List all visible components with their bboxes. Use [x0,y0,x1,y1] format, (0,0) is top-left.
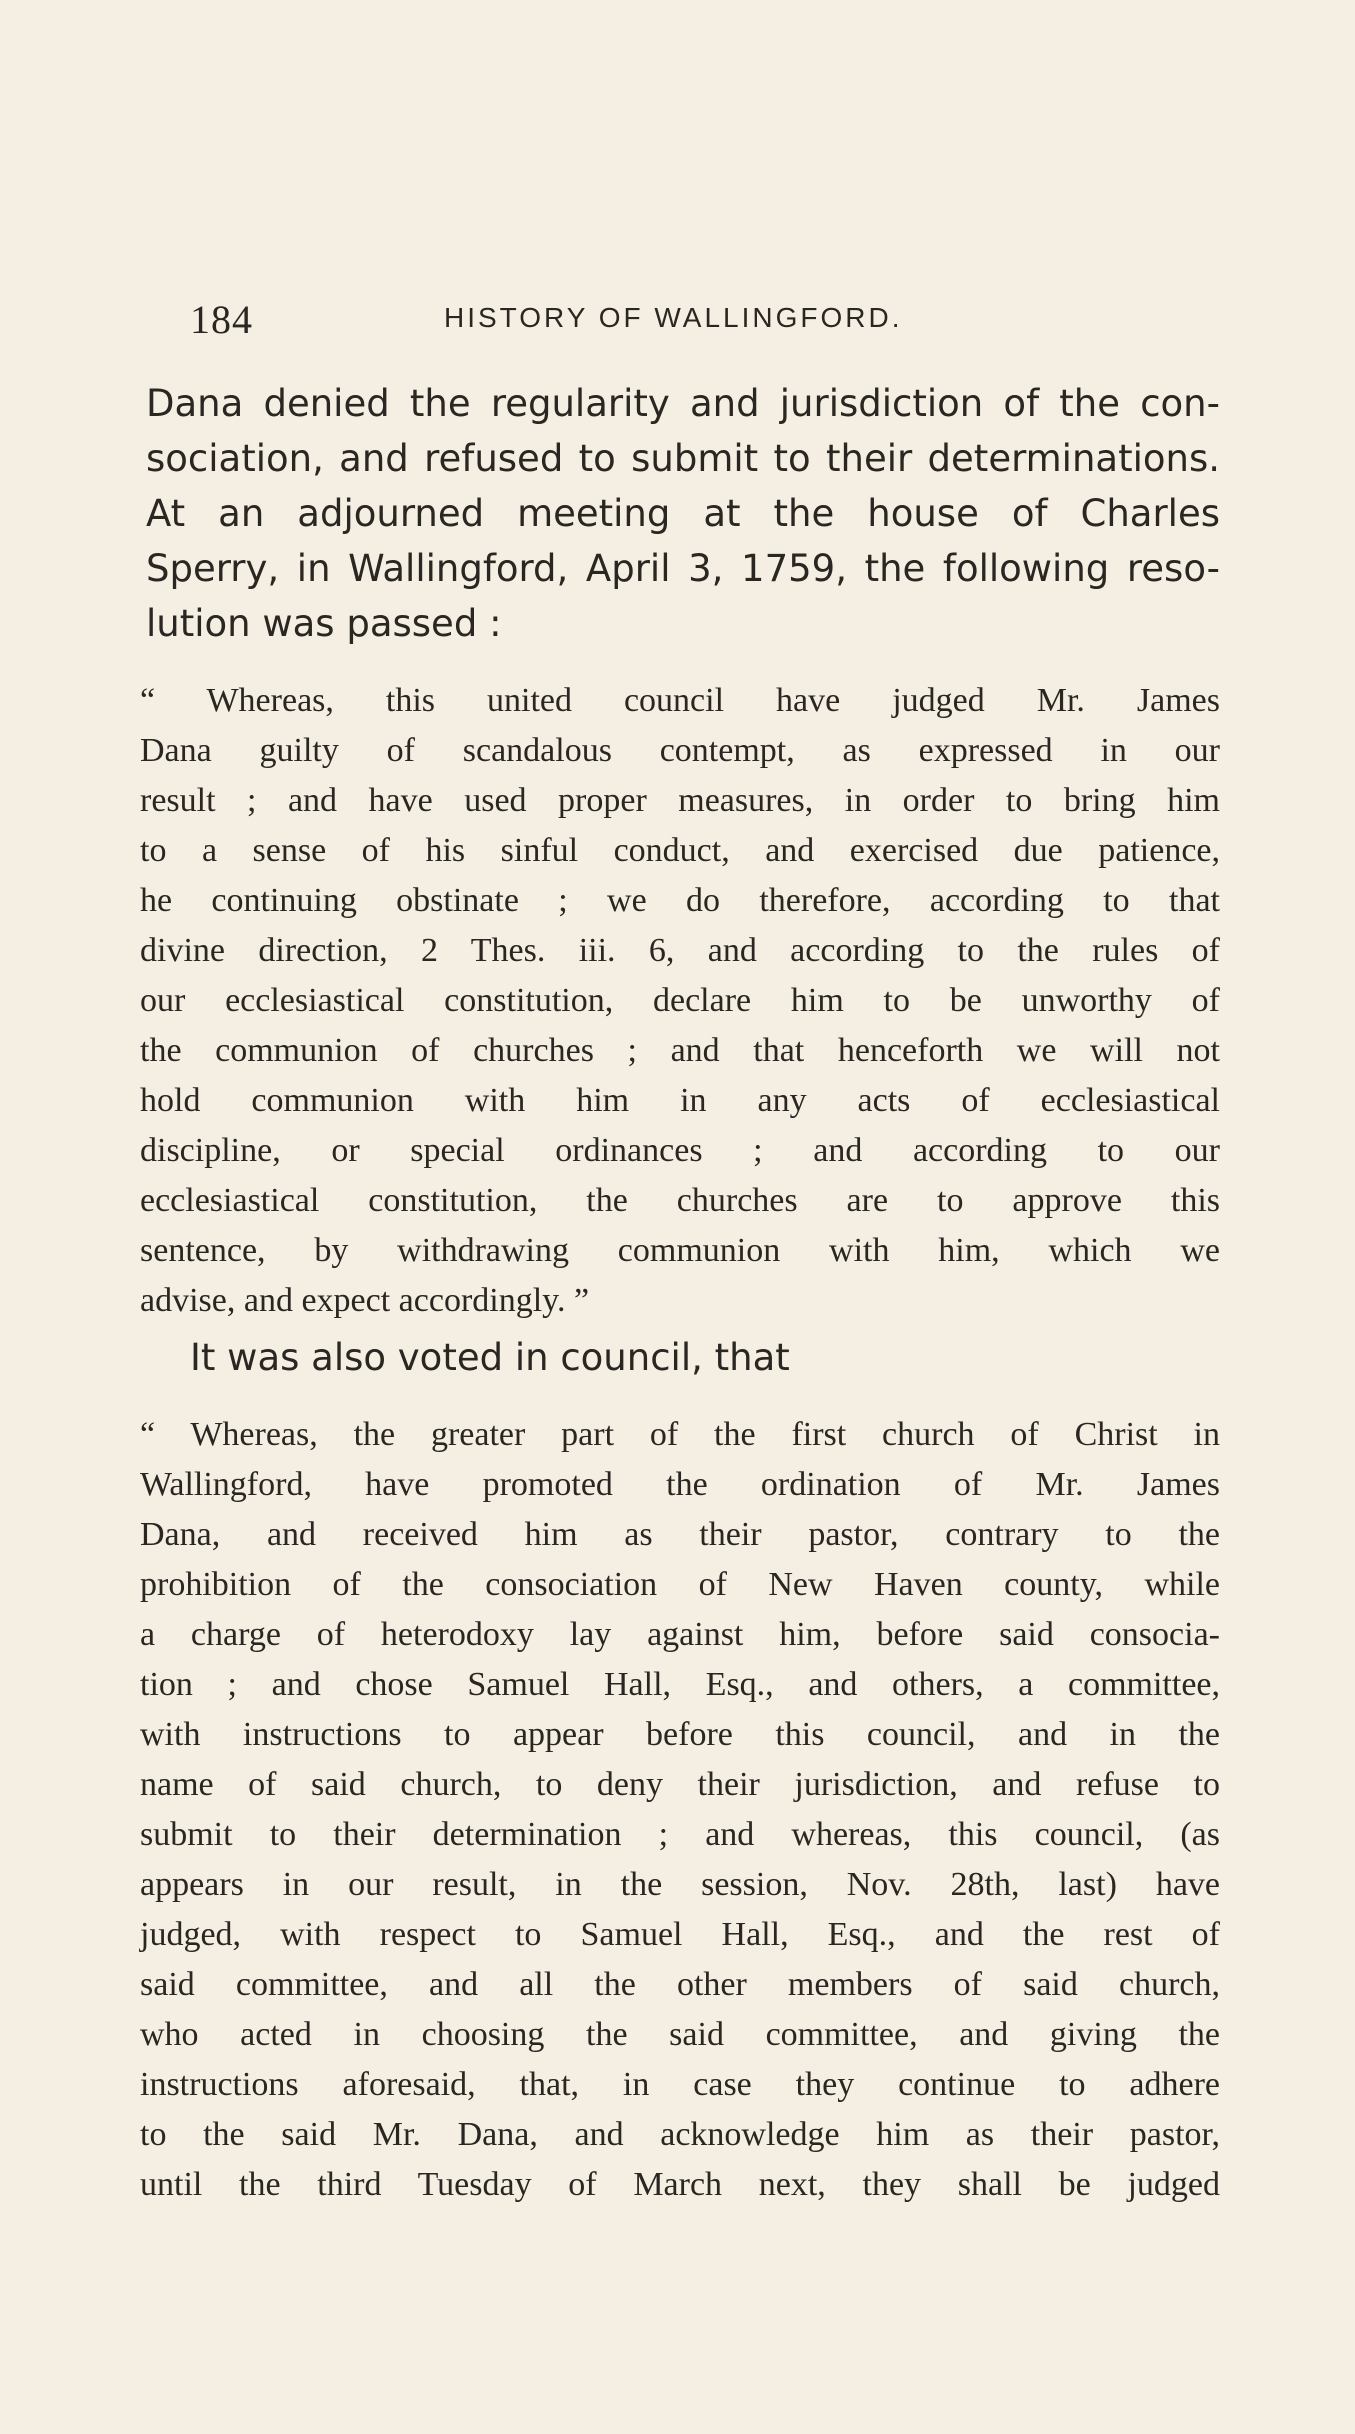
text-line: until the third Tuesday of March next, they shall be judged [140,2166,1220,2203]
text-line: Dana denied the regularity and jurisdiction of the con- [146,382,1220,425]
text-line: our ecclesiastical constitution, declare him to be unworthy of [140,982,1220,1019]
interlude-sentence: It was also voted in council, that [190,1336,790,1379]
text-line: who acted in choosing the said committee, and giving the [140,2016,1220,2053]
text-line: to a sense of his sinful conduct, and exercised due patience, [140,832,1220,869]
text-line: divine direction, 2 Thes. iii. 6, and according to the rules of [140,932,1220,969]
text-line: judged, with respect to Samuel Hall, Esq., and the rest of [140,1916,1220,1953]
text-line: sentence, by withdrawing communion with him, which we [140,1232,1220,1269]
text-line: result ; and have used proper measures, in order to bring him [140,782,1220,819]
running-title: HISTORY OF WALLINGFORD. [444,302,903,333]
text-line: submit to their determination ; and whereas, this council, (as [140,1816,1220,1853]
text-line: tion ; and chose Samuel Hall, Esq., and others, a committee, [140,1666,1220,1703]
text-line: prohibition of the consociation of New Haven county, while [140,1566,1220,1603]
text-line: said committee, and all the other members of said church, [140,1966,1220,2003]
text-line: the communion of churches ; and that henceforth we will not [140,1032,1220,1069]
running-head [190,296,1230,346]
text-line: lution was passed : [146,602,502,645]
text-line: to the said Mr. Dana, and acknowledge him as their pastor, [140,2116,1220,2153]
text-line: a charge of heterodoxy lay against him, before said consocia- [140,1616,1220,1653]
text-line: “ Whereas, this united council have judged Mr. James [140,682,1220,719]
page-number: 184 [190,297,253,342]
text-line: sociation, and refused to submit to their determinations. [146,437,1220,480]
text-line: “ Whereas, the greater part of the first church of Christ in [140,1416,1220,1453]
text-line: he continuing obstinate ; we do therefore, according to that [140,882,1220,919]
text-line: ecclesiastical constitution, the churches are to approve this [140,1182,1220,1219]
text-line: with instructions to appear before this council, and in the [140,1716,1220,1753]
text-line: discipline, or special ordinances ; and according to our [140,1132,1220,1169]
text-line: advise, and expect accordingly. ” [140,1282,590,1319]
quoted-resolution-one [140,676,1220,1326]
text-line: Wallingford, have promoted the ordination of Mr. James [140,1466,1220,1503]
text-line: At an adjourned meeting at the house of Charles [146,492,1220,535]
text-line: hold communion with him in any acts of ecclesiastical [140,1082,1220,1119]
lead-paragraph [146,376,1220,651]
text-line: instructions aforesaid, that, in case they continue to adhere [140,2066,1220,2103]
text-line: name of said church, to deny their jurisdiction, and refuse to [140,1766,1220,1803]
text-line: appears in our result, in the session, Nov. 28th, last) have [140,1866,1220,1903]
text-line: Dana, and received him as their pastor, contrary to the [140,1516,1220,1553]
text-line: Dana guilty of scandalous contempt, as expressed in our [140,732,1220,769]
text-line: Sperry, in Wallingford, April 3, 1759, the following reso- [146,547,1220,590]
quoted-resolution-two [140,1410,1220,2210]
